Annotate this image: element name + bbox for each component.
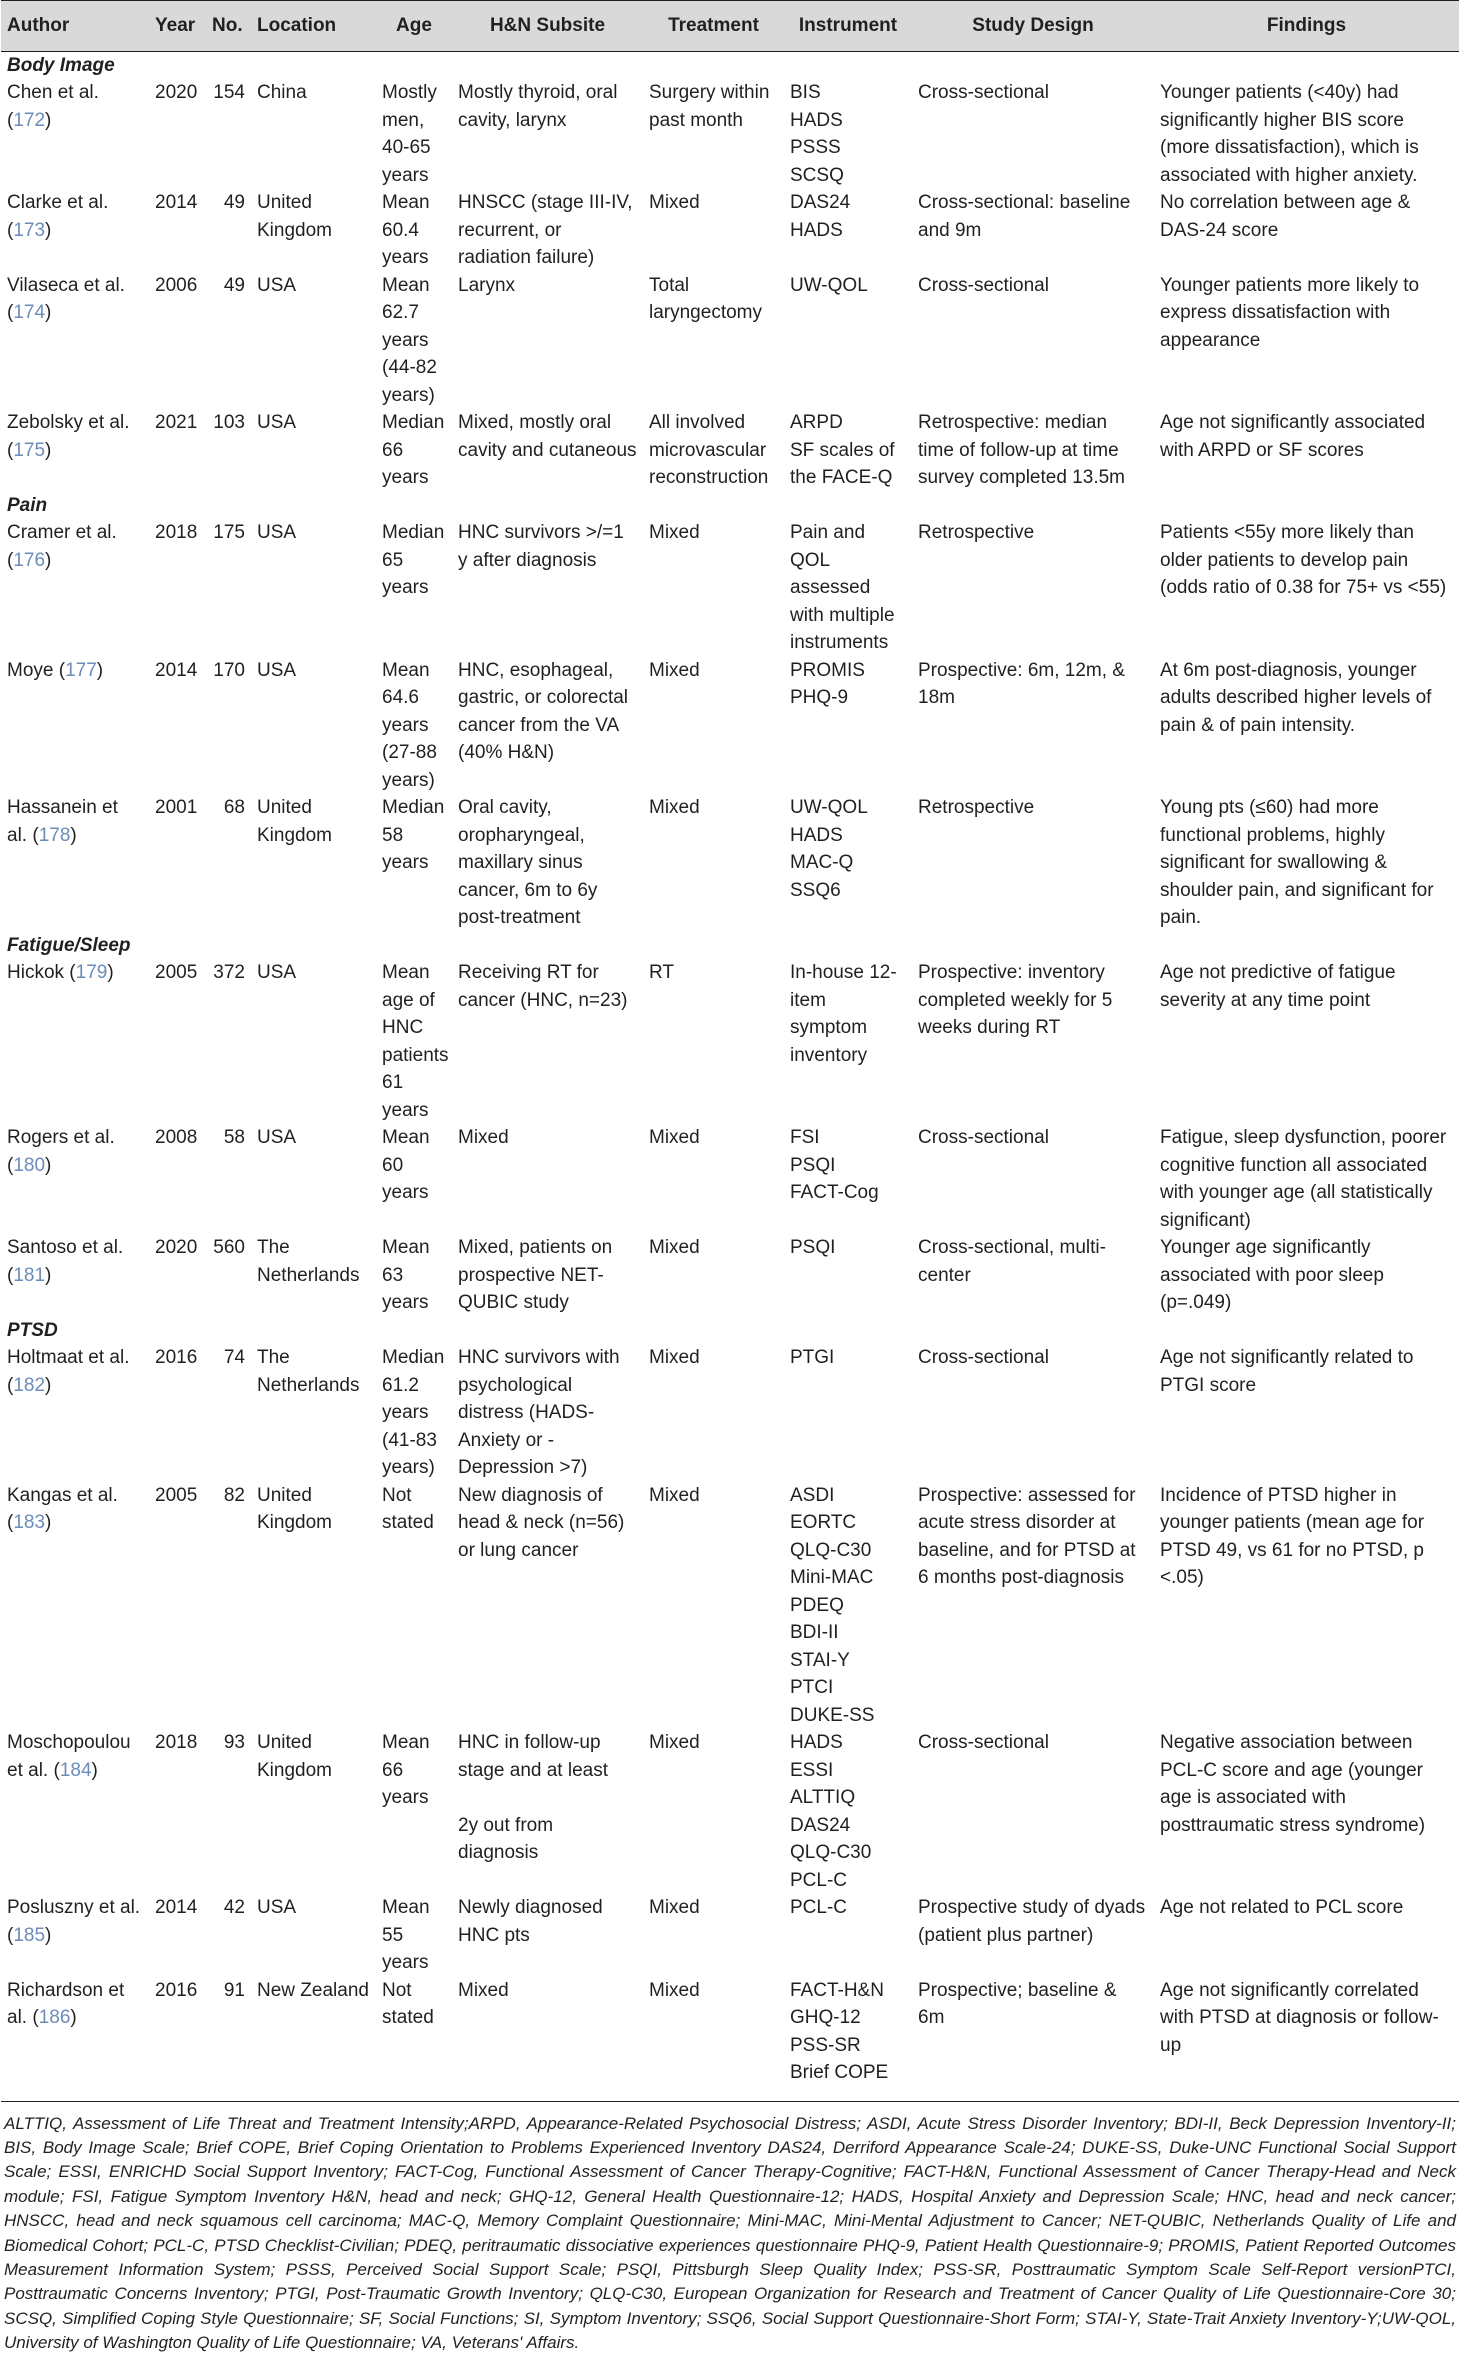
section-row [1, 492, 1459, 520]
design-cell: Cross-sectional [918, 1347, 1049, 1368]
subsite-cell [452, 1729, 643, 1894]
instrument-cell [784, 657, 912, 795]
author-cell: Zebolsky et al. (175) [7, 412, 130, 461]
instrument-item: PCL-C [790, 1869, 848, 1891]
instrument-item: PHQ-9 [790, 687, 849, 708]
treatment-cell: Mixed [649, 1897, 700, 1918]
instrument-cell [784, 519, 912, 657]
location-cell: United Kingdom [257, 1484, 332, 1533]
instrument-item: ALTTIQ [790, 1787, 856, 1808]
table-row [1, 1729, 1459, 1894]
col-location: Location [251, 1, 376, 52]
location-cell: United Kingdom [257, 1732, 332, 1781]
count-cell: 175 [213, 522, 245, 543]
year-cell: 2020 [155, 82, 198, 103]
author-cell: Santoso et al. (181) [7, 1237, 124, 1286]
col-age: Age [376, 1, 452, 52]
instrument-item: PTCI [790, 1677, 834, 1698]
instrument-item: BDI-II [790, 1622, 839, 1643]
design-cell: Cross-sectional [918, 82, 1049, 103]
col-subsite: H&N Subsite [452, 1, 643, 52]
instrument-item: HADS [790, 1732, 843, 1753]
instrument-item: DUKE-SS [790, 1704, 875, 1726]
design-cell: Cross-sectional [918, 1732, 1049, 1753]
age-cell: Mean 62.7 years (44-82 years) [382, 274, 437, 406]
findings-cell: Age not related to PCL score [1160, 1897, 1404, 1918]
instrument-cell [784, 79, 912, 189]
age-cell: Not stated [382, 1484, 434, 1533]
table-row [1, 1124, 1459, 1234]
reference-link[interactable]: 185 [13, 1924, 46, 1946]
instrument-item: PSQI [790, 1237, 836, 1258]
author-cell: Hassanein et al. (178) [7, 797, 118, 846]
author-cell: Moschopoulou et al. (184) [7, 1732, 131, 1781]
reference-link[interactable]: 179 [75, 962, 108, 983]
design-cell: Prospective: 6m, 12m, & 18m [918, 659, 1125, 708]
findings-cell: Fatigue, sleep dysfunction, poorer cognitive function all associated with younger age (all statistically significant) [1160, 1127, 1447, 1231]
col-instrument: Instrument [784, 1, 912, 52]
instrument-item: PCL-C [790, 1897, 848, 1918]
instrument-item: GHQ-12 [790, 2007, 861, 2028]
author-name: Hickok [7, 962, 65, 983]
instrument-item: MAC-Q [790, 852, 854, 873]
instrument-item: Pain and QOL assessed with multiple instruments [790, 522, 895, 653]
instrument-item: UW-QOL [790, 797, 868, 818]
author-name: Clarke et al. [7, 192, 109, 213]
subsite-text: Receiving RT for cancer (HNC, n=23) [458, 962, 628, 1011]
subsite-cell [452, 272, 643, 410]
count-cell: 154 [213, 82, 245, 103]
count-cell: 372 [213, 962, 245, 983]
instrument-item: BIS [790, 82, 821, 103]
instrument-item: ASDI [790, 1484, 835, 1506]
age-cell: Mean 55 years [382, 1897, 430, 1973]
age-cell: Median 66 years [382, 412, 445, 488]
treatment-cell: Mixed [643, 1977, 784, 2102]
location-cell: USA [257, 659, 297, 681]
instrument-cell [784, 1124, 912, 1234]
instrument-item: PTGI [790, 1347, 835, 1368]
author-name: Moye [7, 659, 54, 681]
treatment-cell: All involved microvascular reconstruction [649, 412, 769, 488]
author-name: Moschopoulou et al. [7, 1732, 131, 1781]
section-row [1, 1317, 1459, 1345]
author-name: Kangas et al. [7, 1484, 118, 1506]
year-cell: 2016 [149, 1977, 206, 2102]
subsite-text: Mixed, patients on prospective NET-QUBIC study [458, 1237, 613, 1313]
instrument-item: Mini-MAC [790, 1567, 874, 1588]
location-cell: United Kingdom [257, 192, 332, 241]
instrument-cell [784, 1729, 912, 1894]
instrument-cell [784, 959, 912, 1124]
year-cell: 2016 [155, 1347, 198, 1368]
count-cell: 560 [213, 1237, 245, 1258]
author-name: Richardson et al. [7, 1979, 125, 2028]
age-cell: Median 61.2 years (41-83 years) [382, 1347, 445, 1478]
location-cell: USA [257, 274, 297, 296]
year-cell: 2020 [155, 1237, 198, 1258]
location-cell: USA [257, 522, 297, 543]
treatment-cell: Mixed [649, 1237, 700, 1258]
section-title: Pain [7, 494, 48, 516]
reference-link[interactable]: 183 [13, 1512, 46, 1533]
instrument-item: STAI-Y [790, 1649, 850, 1671]
location-cell: The Netherlands [257, 1237, 360, 1286]
count-cell: 74 [223, 1347, 245, 1368]
count-cell: 93 [223, 1732, 245, 1753]
table-row [1, 519, 1459, 657]
subsite-cell [452, 1124, 643, 1234]
location-cell: United Kingdom [257, 797, 332, 846]
section-row [1, 51, 1459, 79]
treatment-cell: Mixed [649, 1484, 700, 1506]
instrument-item: QLQ-C30 [790, 1842, 872, 1863]
col-year: Year [149, 1, 206, 52]
subsite-text: Oral cavity, oropharyngeal, maxillary sinus cancer, 6m to 6y post-treatment [458, 797, 598, 928]
instrument-item: DAS24 [790, 192, 851, 213]
subsite-cell [452, 189, 643, 272]
table-footnote: ALTTIQ, Assessment of Life Threat and Treatment Intensity;ARPD, Appearance-Related Psychosocial Distress; ASDI, Acute Stress Disorder Inventory; BDI-II, Beck Depression Inventory-II; BIS, Body Image Scale; Brief COPE, Brief Coping Orientation to Problems Experienced Inventory DAS24, Derriford Appearance Scale-24; DUKE-SS, Duke-UNC Functional Social Support Scale; ESSI, ENRICHD Social Support Inventory; FACT-Cog, Functional Assessment of Cancer Therapy-Cognitive; FACT-H&N, Functional Assessment of Cancer Therapy-Head and Neck module; FSI, Fatigue Symptom Inventory H&N, head and neck; GHQ-12, General Health Questionnaire-12; HADS, Hospital Anxiety and Depression Scale; HNC, head and neck cancer; HNSCC, head and neck squamous cell carcinoma; MAC-Q, Memory Complaint Questionnaire; Mini-MAC, Mini-Mental Adjustment to Cancer; NET-QUBIC, Netherlands Quality of Life and Biomedical Cohort; PCL-C, PTSD Checklist-Civilian; PDEQ, peritraumatic dissociative experiences questionnaire PHQ-9, Patient Health Questionnaire-9; PROMIS, Patient Reported Outcomes Measurement Information System; PSSS, Perceived Social Support Scale; PSQI, Pittsburgh Sleep Quality Index; PSS-SR, Posttraumatic Symptom Scale Self-Report versionPTCI, Posttraumatic Concerns Inventory; PTGI, Post-Traumatic Growth Inventory; QLQ-C30, European Organization for Research and Treatment of Cancer Quality of Life Questionnaire-Core 30; SCSQ, Simplified Coping Style Questionnaire; SF, Social Functions; SI, Symptom Inventory; SSQ6, Social Support Questionnaire-Short Form; STAI-Y, State-Trait Anxiety Inventory-Y;UW-QOL, University of Washington Quality of Life Questionnaire; VA, Veterans' Affairs. [4, 2113, 1456, 2353]
subsite-text: HNSCC (stage III-IV, recurrent, or radiation failure) [458, 192, 633, 268]
col-treatment: Treatment [643, 1, 784, 52]
location-cell: New Zealand [251, 1977, 376, 2102]
reference-link[interactable]: 182 [13, 1374, 46, 1396]
instrument-item: SCSQ [790, 164, 844, 186]
count-cell: 58 [223, 1127, 245, 1148]
section-row [1, 932, 1459, 960]
location-cell: The Netherlands [257, 1347, 360, 1396]
findings-cell: Age not significantly correlated with PTSD at diagnosis or follow-up [1154, 1977, 1459, 2102]
design-cell: Retrospective [918, 797, 1035, 818]
year-cell: 2021 [155, 412, 198, 433]
findings-cell: Younger patients more likely to express dissatisfaction with appearance [1160, 274, 1420, 351]
findings-cell: Incidence of PTSD higher in younger patients (mean age for PTSD 49, vs 61 for no PTSD, p <.05) [1160, 1484, 1425, 1588]
count-cell: 91 [206, 1977, 251, 2102]
subsite-text: Mixed, mostly oral cavity and cutaneous [458, 412, 637, 461]
year-cell: 2008 [155, 1127, 198, 1148]
instrument-item: PDEQ [790, 1594, 844, 1616]
treatment-cell: Mixed [649, 1347, 700, 1368]
findings-cell: Negative association between PCL-C score and age (younger age is associated with posttraumatic stress syndrome) [1160, 1732, 1426, 1836]
col-findings: Findings [1154, 1, 1459, 52]
subsite-text: New diagnosis of head & neck (n=56) or lung cancer [458, 1484, 625, 1561]
col-design: Study Design [912, 1, 1154, 52]
treatment-cell: Mixed [649, 797, 700, 818]
age-cell: Mean age of HNC patients 61 years [382, 962, 449, 1121]
reference-link[interactable]: 173 [13, 219, 46, 241]
age-cell: Mean 60.4 years [382, 192, 430, 268]
table-row [1, 1894, 1459, 1977]
treatment-cell: Mixed [649, 1127, 700, 1148]
treatment-cell: Mixed [649, 659, 700, 681]
author-cell: Vilaseca et al. (174) [7, 274, 125, 323]
reference-link[interactable]: 184 [59, 1759, 92, 1781]
author-name: Hassanein et al. [7, 797, 118, 846]
year-cell: 2018 [155, 522, 198, 543]
findings-cell: At 6m post-diagnosis, younger adults described higher levels of pain & of pain intensity. [1160, 659, 1432, 736]
author-name: Posluszny et al. [7, 1897, 141, 1918]
author-cell: Richardson et al. (186) [1, 1977, 149, 2102]
section-title: PTSD [7, 1319, 58, 1341]
design-cell: Cross-sectional [918, 274, 1049, 296]
table-header [1, 1, 1459, 52]
year-cell: 2006 [155, 274, 198, 296]
year-cell: 2018 [155, 1732, 198, 1753]
table-row [1, 1482, 1459, 1730]
instrument-item: Brief COPE [790, 2062, 889, 2083]
instrument-cell [784, 794, 912, 932]
findings-cell: Patients <55y more likely than older patients to develop pain (odds ratio of 0.38 for 75+ vs <55) [1160, 522, 1447, 598]
instrument-item: PROMIS [790, 659, 865, 681]
treatment-cell: Surgery within past month [649, 82, 770, 131]
instrument-item: ARPD [790, 412, 843, 433]
age-cell: Median 65 years [382, 522, 445, 598]
count-cell: 42 [223, 1897, 245, 1918]
count-cell: 103 [213, 412, 245, 433]
subsite-cell [452, 959, 643, 1124]
reference-link[interactable]: 181 [13, 1264, 46, 1286]
location-cell: USA [257, 962, 297, 983]
treatment-cell: Mixed [649, 522, 700, 543]
author-cell: Cramer et al. (176) [7, 522, 117, 571]
subsite-cell [452, 1977, 643, 2102]
subsite-text: Mixed [458, 1979, 509, 2001]
instrument-item: UW-QOL [790, 274, 868, 296]
author-cell: Moye (177) [7, 659, 104, 681]
instrument-item: PSSS [790, 137, 841, 158]
design-cell: Retrospective: median time of follow-up at time survey completed 13.5m [918, 412, 1125, 488]
table-row [1, 272, 1459, 410]
design-cell: Prospective; baseline & 6m [912, 1977, 1154, 2102]
design-cell: Retrospective [918, 522, 1035, 543]
author-cell: Rogers et al. (180) [7, 1127, 115, 1176]
design-cell: Prospective study of dyads (patient plus partner) [918, 1897, 1146, 1946]
subsite-cell [452, 1234, 643, 1317]
author-name: Zebolsky et al. [7, 412, 130, 433]
table-row [1, 1234, 1459, 1317]
instrument-cell [784, 189, 912, 272]
instrument-item: HADS [790, 109, 843, 131]
author-name: Holtmaat et al. [7, 1347, 130, 1368]
author-cell: Hickok (179) [7, 962, 114, 983]
subsite-cell [452, 79, 643, 189]
design-cell: Prospective: assessed for acute stress disorder at baseline, and for PTSD at 6 months post-diagnosis [918, 1484, 1136, 1588]
treatment-cell: RT [649, 962, 674, 983]
author-name: Santoso et al. [7, 1237, 124, 1258]
subsite-text: HNC survivors >/=1 y after diagnosis [458, 522, 624, 571]
reference-link[interactable]: 172 [13, 109, 46, 131]
year-cell: 2005 [155, 962, 198, 983]
subsite-cell [452, 1894, 643, 1977]
instrument-cell [784, 1344, 912, 1482]
reference-link[interactable]: 176 [13, 549, 46, 571]
reference-link[interactable]: 180 [13, 1154, 46, 1176]
instrument-cell [784, 272, 912, 410]
author-cell: Holtmaat et al. (182) [7, 1347, 130, 1396]
design-cell: Cross-sectional: baseline and 9m [918, 192, 1131, 241]
count-cell: 49 [223, 274, 245, 296]
findings-cell: Age not predictive of fatigue severity at any time point [1160, 962, 1396, 1011]
instrument-item: EORTC QLQ-C30 [790, 1512, 872, 1561]
treatment-cell: Total laryngectomy [649, 274, 762, 323]
instrument-item: SF scales of the FACE-Q [790, 439, 895, 488]
subsite-cell [452, 519, 643, 657]
instrument-item: HADS [790, 824, 843, 846]
author-name: Rogers et al. [7, 1127, 115, 1148]
age-cell: Mean 66 years [382, 1732, 430, 1808]
findings-cell: Age not significantly associated with ARPD or SF scores [1160, 412, 1426, 461]
instrument-item: FACT-Cog [790, 1182, 879, 1203]
subsite-gap [458, 1784, 637, 1812]
subsite-text: HNC survivors with psychological distress (HADS-Anxiety or -Depression >7) [458, 1347, 620, 1478]
design-cell: Cross-sectional [918, 1127, 1049, 1148]
instrument-item: HADS [790, 219, 843, 241]
instrument-cell [784, 1482, 912, 1730]
reference-link[interactable]: 178 [38, 824, 71, 846]
treatment-cell: Mixed [649, 1732, 700, 1753]
subsite-text: Larynx [458, 274, 516, 296]
author-cell: Kangas et al. (183) [7, 1484, 118, 1533]
subsite-text: Newly diagnosed HNC pts [458, 1897, 603, 1946]
instrument-item: ESSI [790, 1759, 834, 1781]
findings-cell: Younger age significantly associated with poor sleep (p=.049) [1160, 1237, 1384, 1313]
instrument-item: In-house 12-item symptom inventory [790, 962, 897, 1066]
location-cell: USA [257, 1127, 297, 1148]
location-cell: USA [257, 1897, 297, 1918]
instrument-cell [784, 1977, 912, 2102]
table-row [1, 79, 1459, 189]
author-name: Vilaseca et al. [7, 274, 125, 296]
instrument-item: PSQI [790, 1154, 836, 1176]
table-body [1, 51, 1459, 2101]
design-cell: Cross-sectional, multi-center [918, 1237, 1106, 1286]
subsite-text: HNC, esophageal, gastric, or colorectal cancer from the VA (40% H&N) [458, 659, 629, 763]
count-cell: 68 [223, 797, 245, 818]
author-name: Cramer et al. [7, 522, 117, 543]
findings-cell: Age not significantly related to PTGI score [1160, 1347, 1414, 1396]
subsite-cell [452, 1344, 643, 1482]
subsite-cell [452, 657, 643, 795]
author-cell: Clarke et al. (173) [7, 192, 109, 241]
subsite-text: Mostly thyroid, oral cavity, larynx [458, 82, 618, 131]
subsite-text: HNC in follow-up stage and at least [458, 1732, 608, 1781]
subsite-cell [452, 409, 643, 492]
subsite-cell [452, 1482, 643, 1730]
age-cell: Median 58 years [382, 797, 445, 873]
section-title: Fatigue/Sleep [7, 934, 131, 956]
count-cell: 170 [213, 659, 245, 681]
reference-link[interactable]: 174 [13, 302, 46, 323]
col-no: No. [206, 1, 251, 52]
table-row [1, 189, 1459, 272]
age-cell: Not stated [376, 1977, 452, 2102]
reference-link[interactable]: 177 [65, 659, 97, 681]
reference-link[interactable]: 175 [13, 439, 46, 461]
table-row [1, 409, 1459, 492]
year-cell: 2014 [155, 1897, 198, 1918]
table-row [1, 1977, 1459, 2102]
subsite-text-2: 2y out from diagnosis [458, 1814, 554, 1863]
author-name: Chen et al. [7, 82, 99, 103]
table-row [1, 959, 1459, 1124]
year-cell: 2001 [155, 797, 198, 818]
findings-cell: Younger patients (<40y) had significantly higher BIS score (more dissatisfaction), which is associated with higher anxiety. [1160, 82, 1419, 186]
reference-link[interactable]: 186 [38, 2007, 71, 2028]
subsite-cell [452, 794, 643, 932]
studies-table [1, 0, 1459, 2102]
age-cell: Mostly men, 40-65 years [382, 82, 437, 186]
age-cell: Mean 63 years [382, 1237, 430, 1313]
instrument-item: SSQ6 [790, 879, 841, 901]
location-cell: China [257, 82, 307, 103]
treatment-cell: Mixed [649, 192, 700, 213]
location-cell: USA [257, 412, 297, 433]
findings-cell: Young pts (≤60) had more functional problems, highly significant for swallowing & shoulder pain, and significant for pain. [1160, 797, 1434, 928]
subsite-text: Mixed [458, 1127, 509, 1148]
instrument-item: DAS24 [790, 1814, 851, 1836]
instrument-item: FSI [790, 1127, 820, 1148]
section-title: Body Image [7, 54, 115, 76]
year-cell: 2014 [155, 192, 198, 213]
findings-cell: No correlation between age & DAS-24 score [1160, 192, 1411, 241]
design-cell: Prospective: inventory completed weekly for 5 weeks during RT [918, 962, 1113, 1038]
table-row [1, 1344, 1459, 1482]
instrument-item: PSS-SR [790, 2034, 861, 2056]
table-row [1, 657, 1459, 795]
count-cell: 82 [223, 1484, 245, 1506]
age-cell: Mean 64.6 years (27-88 years) [382, 659, 437, 791]
age-cell: Mean 60 years [382, 1127, 430, 1203]
col-author: Author [1, 1, 149, 52]
instrument-cell [784, 409, 912, 492]
instrument-cell [784, 1234, 912, 1317]
table-row [1, 794, 1459, 932]
instrument-item: FACT-H&N [790, 1979, 884, 2001]
year-cell: 2014 [155, 659, 198, 681]
instrument-cell [784, 1894, 912, 1977]
author-cell: Posluszny et al. (185) [7, 1897, 141, 1946]
year-cell: 2005 [155, 1484, 198, 1506]
count-cell: 49 [223, 192, 245, 213]
author-cell: Chen et al. (172) [7, 82, 99, 131]
